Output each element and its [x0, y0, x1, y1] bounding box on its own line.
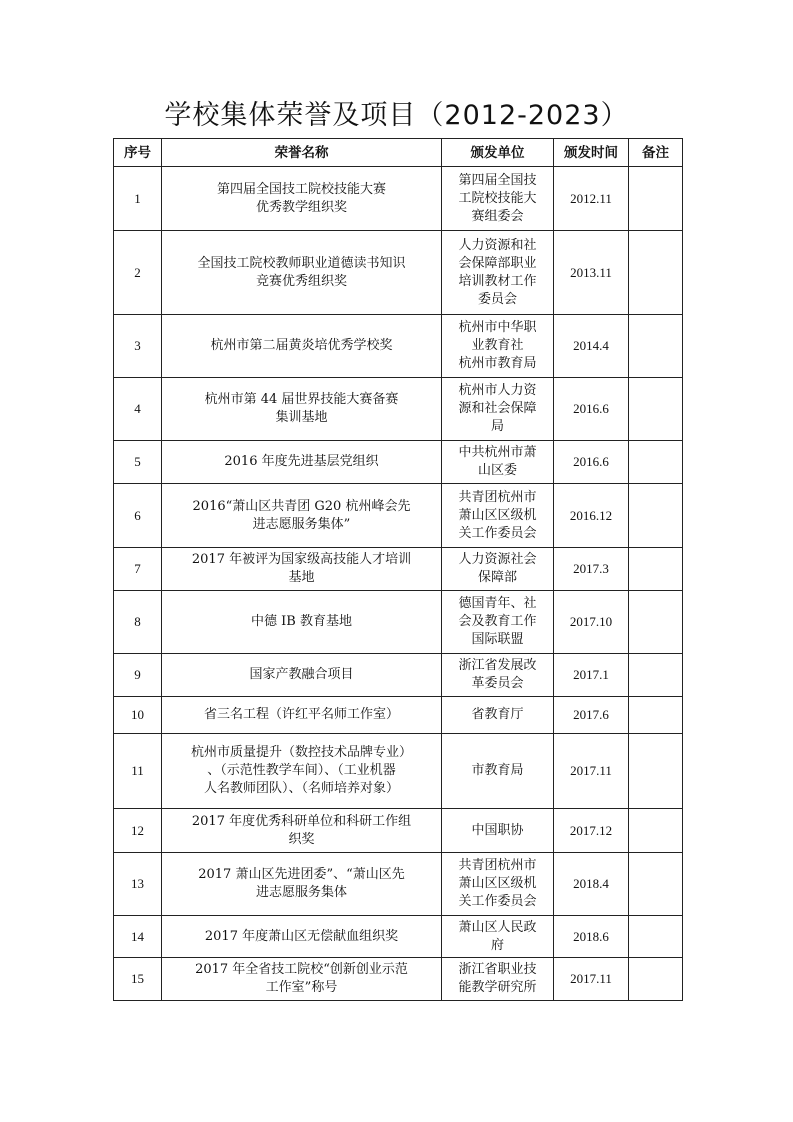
table-row [114, 167, 683, 231]
remarks [629, 916, 683, 958]
issue-date: 2016.6 [554, 441, 629, 484]
header-date: 颁发时间 [554, 139, 629, 167]
issue-date: 2017.11 [554, 734, 629, 809]
issuing-body: 共青团杭州市 萧山区区级机 关工作委员会 [442, 484, 554, 548]
remarks [629, 315, 683, 378]
row-number: 8 [114, 591, 162, 654]
issue-date: 2017.6 [554, 697, 629, 734]
row-number: 2 [114, 231, 162, 315]
honor-name: 全国技工院校教师职业道德读书知识 竞赛优秀组织奖 [162, 231, 442, 315]
remarks [629, 167, 683, 231]
honor-name: 省三名工程（许红平名师工作室） [162, 697, 442, 734]
remarks [629, 958, 683, 1001]
issuing-body: 浙江省发展改 革委员会 [442, 654, 554, 697]
remarks [629, 734, 683, 809]
row-number: 11 [114, 734, 162, 809]
issue-date: 2016.6 [554, 378, 629, 441]
remarks [629, 809, 683, 853]
issue-date: 2013.11 [554, 231, 629, 315]
issuing-body: 省教育厅 [442, 697, 554, 734]
remarks [629, 654, 683, 697]
table-row [114, 654, 683, 697]
row-number: 6 [114, 484, 162, 548]
honor-name: 杭州市质量提升（数控技术品牌专业） 、（示范性教学车间）、（工业机器 人名教师团队）、（名师培养对象） [162, 734, 442, 809]
honor-name: 中德 IB 教育基地 [162, 591, 442, 654]
honor-name: 杭州市第 44 届世界技能大赛备赛 集训基地 [162, 378, 442, 441]
row-number: 15 [114, 958, 162, 1001]
row-number: 3 [114, 315, 162, 378]
remarks [629, 853, 683, 916]
issuing-body: 浙江省职业技 能教学研究所 [442, 958, 554, 1001]
remarks [629, 231, 683, 315]
honor-name: 2016“萧山区共青团 G20 杭州峰会先 进志愿服务集体” [162, 484, 442, 548]
issuing-body: 市教育局 [442, 734, 554, 809]
issuing-body: 杭州市中华职 业教育社 杭州市教育局 [442, 315, 554, 378]
row-number: 7 [114, 548, 162, 591]
table-row [114, 853, 683, 916]
table-row [114, 916, 683, 958]
issue-date: 2017.1 [554, 654, 629, 697]
issue-date: 2017.11 [554, 958, 629, 1001]
issue-date: 2016.12 [554, 484, 629, 548]
remarks [629, 484, 683, 548]
table-row [114, 734, 683, 809]
issue-date: 2012.11 [554, 167, 629, 231]
issuing-body: 萧山区人民政 府 [442, 916, 554, 958]
row-number: 13 [114, 853, 162, 916]
issuing-body: 人力资源社会 保障部 [442, 548, 554, 591]
honor-name: 2017 年度萧山区无偿献血组织奖 [162, 916, 442, 958]
table-row [114, 548, 683, 591]
issue-date: 2017.10 [554, 591, 629, 654]
honor-name: 2017 年被评为国家级高技能人才培训 基地 [162, 548, 442, 591]
table-row [114, 315, 683, 378]
table-row [114, 697, 683, 734]
issuing-body: 德国青年、社 会及教育工作 国际联盟 [442, 591, 554, 654]
header-note: 备注 [629, 139, 683, 167]
row-number: 14 [114, 916, 162, 958]
header-row [114, 139, 683, 167]
table-row [114, 378, 683, 441]
issue-date: 2017.3 [554, 548, 629, 591]
page-title: 学校集体荣誉及项目（2012-2023） [164, 100, 629, 131]
row-number: 4 [114, 378, 162, 441]
honor-name: 国家产教融合项目 [162, 654, 442, 697]
issue-date: 2017.12 [554, 809, 629, 853]
table-row [114, 441, 683, 484]
remarks [629, 548, 683, 591]
issuing-body: 共青团杭州市 萧山区区级机 关工作委员会 [442, 853, 554, 916]
issuing-body: 杭州市人力资 源和社会保障 局 [442, 378, 554, 441]
issue-date: 2014.4 [554, 315, 629, 378]
table-row [114, 591, 683, 654]
remarks [629, 378, 683, 441]
table-row [114, 809, 683, 853]
table-row [114, 958, 683, 1001]
issue-date: 2018.4 [554, 853, 629, 916]
row-number: 10 [114, 697, 162, 734]
remarks [629, 591, 683, 654]
honor-name: 杭州市第二届黄炎培优秀学校奖 [162, 315, 442, 378]
honor-name: 2017 年全省技工院校“创新创业示范 工作室”称号 [162, 958, 442, 1001]
row-number: 12 [114, 809, 162, 853]
row-number: 5 [114, 441, 162, 484]
remarks [629, 697, 683, 734]
table-row [114, 484, 683, 548]
issue-date: 2018.6 [554, 916, 629, 958]
header-no: 序号 [114, 139, 162, 167]
table-row [114, 231, 683, 315]
issuing-body: 人力资源和社 会保障部职业 培训教材工作 委员会 [442, 231, 554, 315]
issuing-body: 第四届全国技 工院校技能大 赛组委会 [442, 167, 554, 231]
header-issuer: 颁发单位 [442, 139, 554, 167]
row-number: 9 [114, 654, 162, 697]
issuing-body: 中共杭州市萧 山区委 [442, 441, 554, 484]
remarks [629, 441, 683, 484]
issuing-body: 中国职协 [442, 809, 554, 853]
header-name: 荣誉名称 [162, 139, 442, 167]
row-number: 1 [114, 167, 162, 231]
honor-name: 2017 年度优秀科研单位和科研工作组 织奖 [162, 809, 442, 853]
honor-name: 2017 萧山区先进团委”、“萧山区先 进志愿服务集体 [162, 853, 442, 916]
honors-table [113, 138, 683, 1001]
honor-name: 2016 年度先进基层党组织 [162, 441, 442, 484]
honor-name: 第四届全国技工院校技能大赛 优秀教学组织奖 [162, 167, 442, 231]
